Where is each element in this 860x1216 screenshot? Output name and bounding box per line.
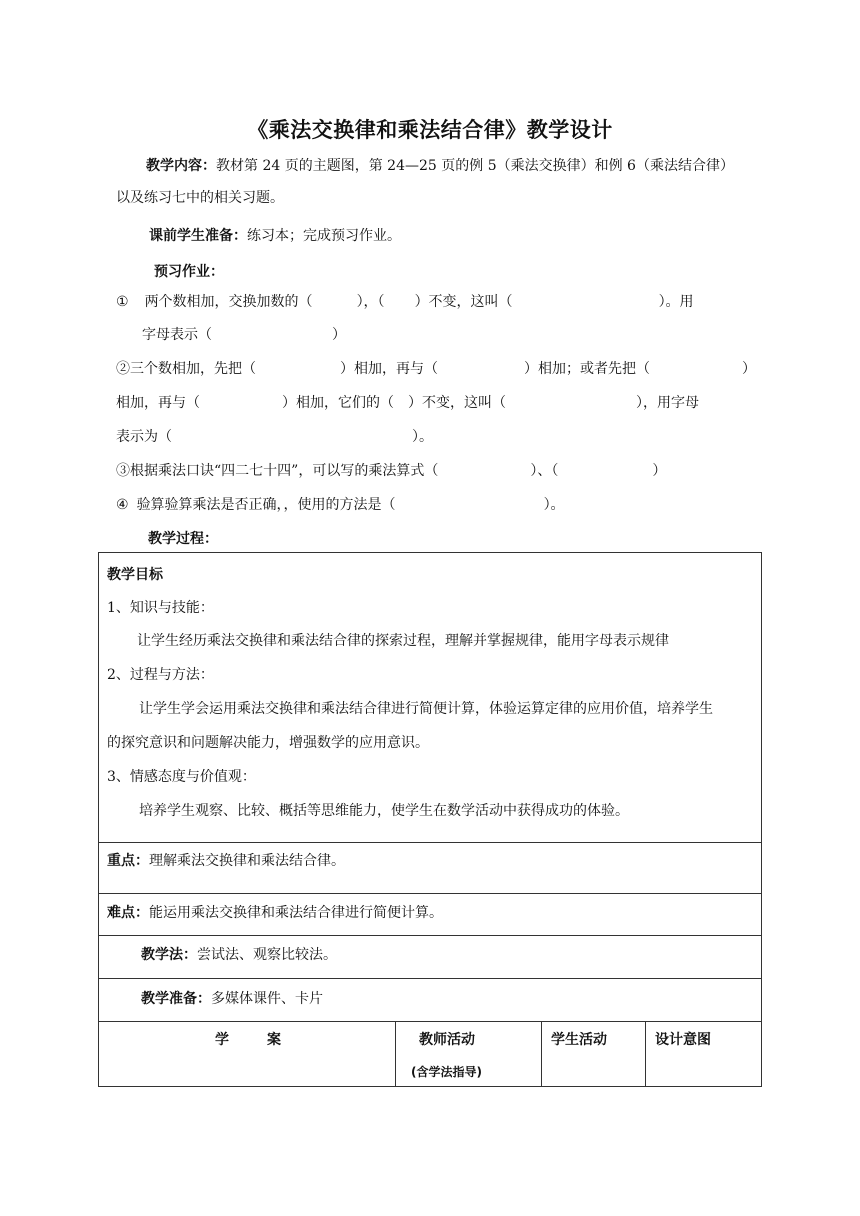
question-4 bbox=[116, 495, 565, 515]
document-title: 《乘法交换律和乘法结合律》教学设计 bbox=[247, 118, 613, 142]
column-divider-1 bbox=[395, 1022, 396, 1086]
q2-line2-c: ）不变，这叫（ bbox=[408, 395, 506, 411]
content-text-1: 教材第 24 页的主题图，第 24—25 页的例 5（乘法交换律）和例 6（乘法结合律） bbox=[216, 158, 734, 174]
column-header-study-plan bbox=[215, 1030, 281, 1050]
col1-char-1: 学 bbox=[215, 1032, 229, 1048]
objective-2-text-2: 的探究意识和问题解决能力，增强数学的应用意识。 bbox=[107, 735, 429, 751]
q4-c: ）。 bbox=[543, 497, 565, 513]
prep-line bbox=[149, 226, 401, 246]
question-2-line-3 bbox=[116, 427, 433, 447]
process-label: 教学过程： bbox=[148, 531, 218, 547]
difficulty-label: 难点： bbox=[107, 905, 149, 921]
question-3 bbox=[116, 461, 666, 481]
q1-text-b: 两个数相加，交换加数的（ bbox=[144, 294, 313, 310]
materials-text: 多媒体课件、卡片 bbox=[211, 991, 323, 1007]
materials-row bbox=[99, 979, 761, 1022]
objective-2-heading: 2、过程与方法： bbox=[107, 667, 214, 683]
key-point-text: 理解乘法交换律和乘法结合律。 bbox=[149, 853, 345, 869]
content-label: 教学内容： bbox=[146, 158, 216, 174]
q2-line1-b: ）相加，再与（ bbox=[340, 361, 438, 377]
objective-3-heading: 3、情感态度与价值观： bbox=[107, 769, 256, 785]
q1-text-d: ）不变，这叫（ bbox=[414, 294, 513, 310]
q2-line3-b: ）。 bbox=[412, 429, 433, 445]
key-point-label: 重点： bbox=[107, 853, 149, 869]
q2-line1-a: ②三个数相加，先把（ bbox=[116, 361, 256, 377]
question-1-line-1 bbox=[116, 292, 694, 312]
prep-text: 练习本；完成预习作业。 bbox=[247, 228, 401, 244]
method-text: 尝试法、观察比较法。 bbox=[197, 947, 337, 963]
column-header-design: 设计意图 bbox=[655, 1032, 711, 1048]
objective-2-text-1: 让学生学会运用乘法交换律和乘法结合律进行简便计算，体验运算定律的应用价值，培养学生 bbox=[139, 701, 713, 717]
prep-label: 课前学生准备： bbox=[149, 228, 247, 244]
key-point bbox=[107, 851, 345, 871]
objectives-row bbox=[99, 553, 761, 843]
column-header-teacher: 教师活动 bbox=[419, 1032, 475, 1048]
q2-line2-d: ），用字母 bbox=[636, 395, 699, 411]
q3-c: ） bbox=[652, 463, 667, 479]
question-2-line-1 bbox=[116, 359, 756, 379]
q4-number: ④ bbox=[116, 497, 129, 513]
column-divider-3 bbox=[645, 1022, 646, 1086]
col1-char-2: 案 bbox=[267, 1032, 281, 1048]
q3-b: ）、（ bbox=[530, 463, 559, 479]
q4-b: 验算验算乘法是否正确，，使用的方法是（ bbox=[136, 497, 396, 513]
homework-label: 预习作业： bbox=[154, 264, 224, 280]
materials-label: 教学准备： bbox=[141, 991, 211, 1007]
question-1-number: ① bbox=[116, 294, 129, 310]
q2-line2-a: 相加，再与（ bbox=[116, 395, 200, 411]
key-point-row bbox=[99, 843, 761, 894]
column-divider-2 bbox=[541, 1022, 542, 1086]
q2-line2-b: ）相加，它们的（ bbox=[282, 395, 394, 411]
method-label: 教学法： bbox=[141, 947, 197, 963]
q2-line1-d: ） bbox=[742, 361, 756, 377]
objective-1-heading: 1、知识与技能： bbox=[107, 600, 214, 616]
q1-line2-a: 字母表示（ bbox=[142, 327, 212, 343]
teaching-method bbox=[141, 945, 337, 965]
lesson-table bbox=[98, 552, 762, 1087]
question-2-line-2 bbox=[116, 393, 699, 413]
content-line-1 bbox=[146, 156, 734, 176]
method-row bbox=[99, 936, 761, 979]
objective-1-text: 让学生经历乘法交换律和乘法结合律的探索过程，理解并掌握规律，能用字母表示规律 bbox=[137, 633, 669, 649]
q2-line3-a: 表示为（ bbox=[116, 429, 172, 445]
difficulty bbox=[107, 903, 443, 923]
q2-line1-c: ）相加；或者先把（ bbox=[524, 361, 650, 377]
question-1-line-2 bbox=[142, 325, 346, 345]
q1-text-e: ）。用 bbox=[658, 294, 694, 310]
difficulty-row bbox=[99, 894, 761, 936]
header-row bbox=[99, 1022, 761, 1086]
q3-a: ③根据乘法口诀“四二七十四”，可以写的乘法算式（ bbox=[116, 463, 439, 479]
objective-3-text: 培养学生观察、比较、概括等思维能力，使学生在数学活动中获得成功的体验。 bbox=[139, 803, 629, 819]
column-header-teacher-sub: (含学法指导) bbox=[411, 1065, 482, 1079]
column-header-student: 学生活动 bbox=[551, 1032, 607, 1048]
objectives-title: 教学目标 bbox=[107, 567, 163, 583]
teaching-materials bbox=[141, 989, 323, 1009]
q1-text-c: ），（ bbox=[356, 294, 385, 310]
content-line-2: 以及练习七中的相关习题。 bbox=[116, 190, 284, 206]
difficulty-text: 能运用乘法交换律和乘法结合律进行简便计算。 bbox=[149, 905, 443, 921]
q1-line2-b: ） bbox=[332, 327, 346, 343]
